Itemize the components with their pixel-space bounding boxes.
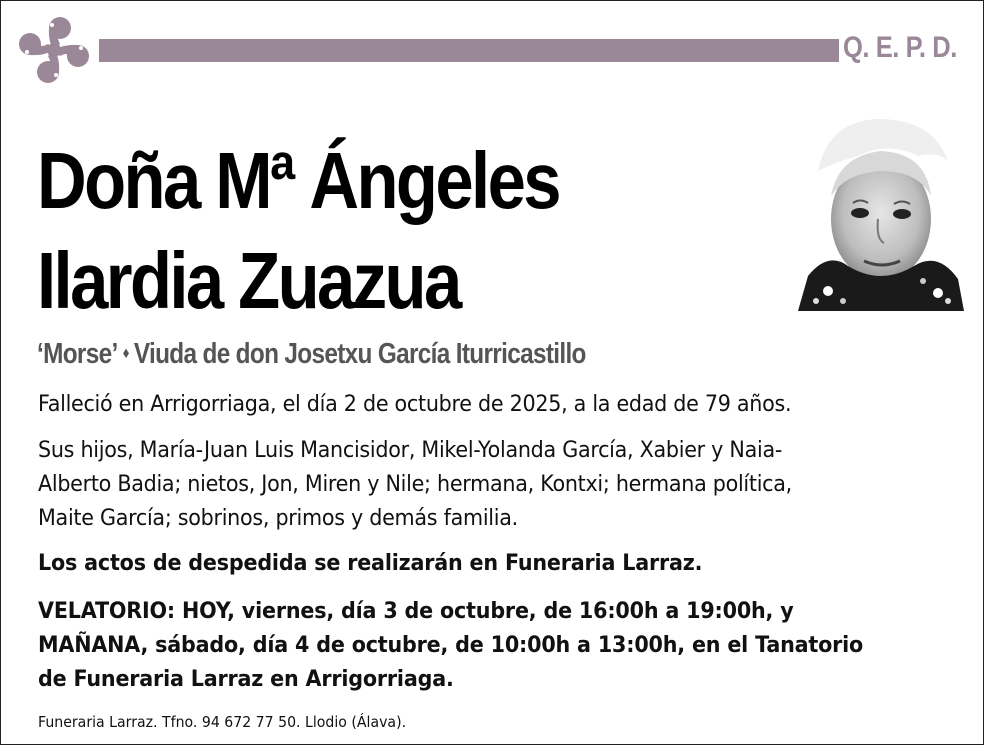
- funeral-home-footer: Funeraria Larraz. Tfno. 94 672 77 50. Llodio (Álava).: [38, 713, 407, 731]
- wake-line: MAÑANA, sábado, día 4 de octubre, de 10:00h a 13:00h, en el Tanatorio: [38, 633, 864, 658]
- lauburu-icon: [16, 14, 92, 86]
- family-line: Sus hijos, María-Juan Luis Mancisidor, Mikel-Yolanda García, Xabier y Naia-: [38, 438, 783, 463]
- death-announcement: Falleció en Arrigorriaga, el día 2 de octubre de 2025, a la edad de 79 años.: [38, 392, 792, 417]
- family-line: Maite García; sobrinos, primos y demás familia.: [38, 506, 518, 531]
- portrait-photo: [798, 101, 964, 311]
- diamond-separator-icon: ♦: [122, 345, 129, 362]
- portrait-icon: [798, 101, 964, 311]
- deceased-name: [37, 131, 673, 331]
- family-line: Alberto Badia; nietos, Jon, Miren y Nile; hermana, Kontxi; hermana política,: [38, 472, 792, 497]
- name-line-2: Ilardia Zuazua: [37, 236, 460, 325]
- header: [1, 1, 983, 96]
- family-list: [38, 434, 792, 536]
- qepd-label: Q. E. P. D.: [843, 31, 957, 64]
- wake-details: [38, 595, 863, 697]
- wake-line: VELATORIO: HOY, viernes, día 3 de octubre, de 16:00h a 19:00h, y: [38, 599, 794, 624]
- subtitle-line: [37, 338, 586, 371]
- spouse-line: Viuda de don Josetxu García Iturricastillo: [133, 338, 586, 370]
- nickname: ‘Morse’: [37, 338, 118, 370]
- wake-line: de Funeraria Larraz en Arrigorriaga.: [38, 667, 454, 692]
- name-line-1: Doña Mª Ángeles: [37, 136, 559, 225]
- header-bar: [99, 39, 839, 62]
- farewell-acts: Los actos de despedida se realizarán en Funeraria Larraz.: [38, 551, 703, 576]
